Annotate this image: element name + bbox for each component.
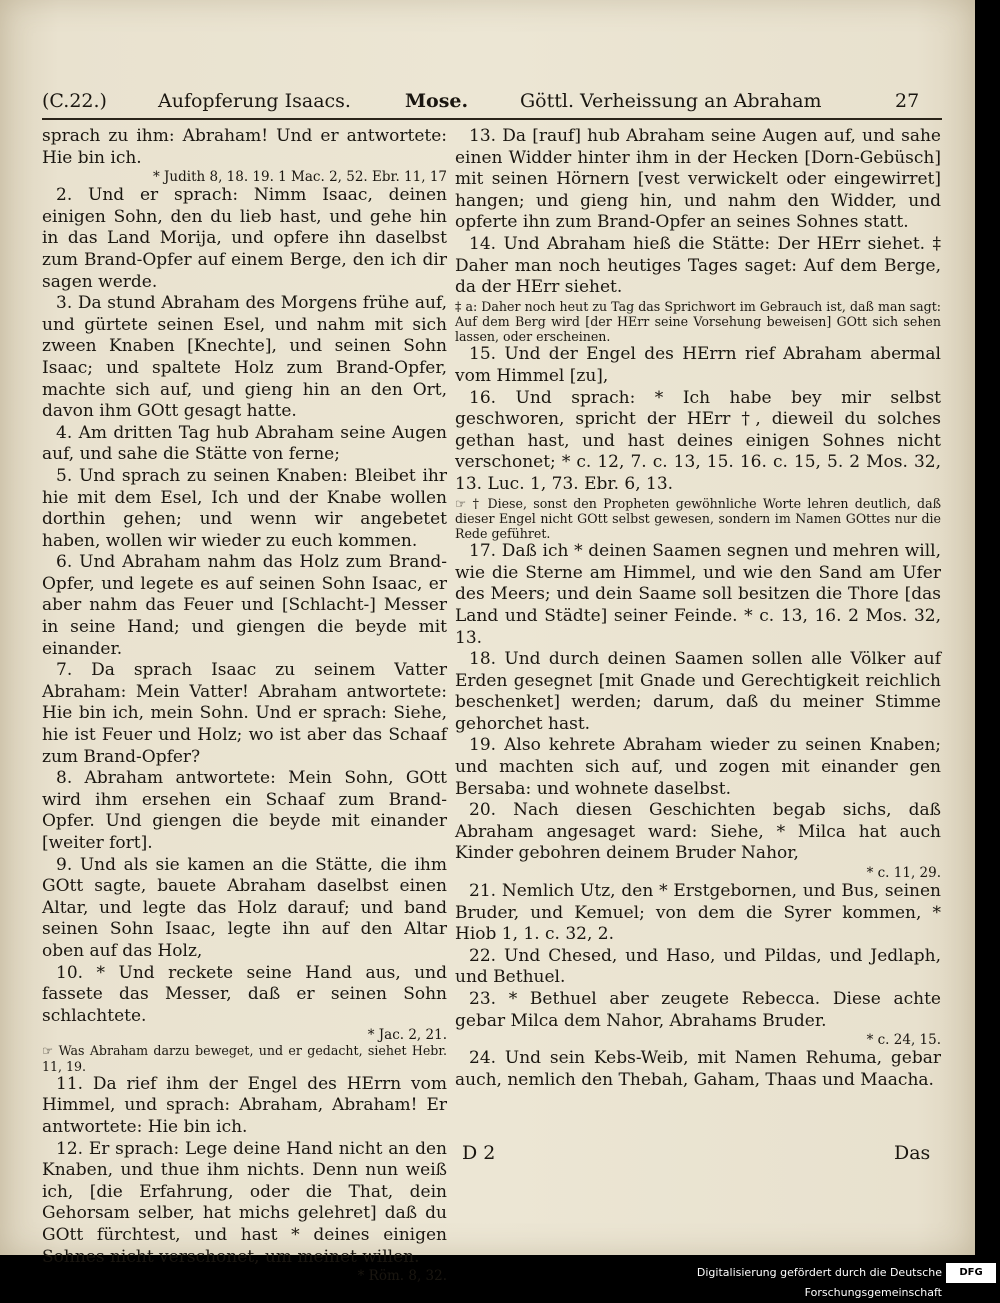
verse-paragraph: 10. * Und reckete seine Hand aus, und fassete das Messer, daß er seinen Sohn schlachtete. — [42, 962, 447, 1026]
verse-paragraph: 23. * Bethuel aber zeugete Rebecca. Diese achte gebar Milca dem Nahor, Abrahams Bruder. — [455, 989, 941, 1031]
left-text-column — [42, 126, 447, 1284]
verse-paragraph: 19. Also kehrete Abraham wieder zu seinen Knaben; und machten sich auf, und zogen mit einander gen Bersaba: und wohnete daselbst. — [455, 735, 941, 799]
verse-paragraph: sprach zu ihm: Abraham! Und er antwortete: Hie bin ich. — [42, 126, 447, 168]
cross-reference: * Röm. 8, 32. — [357, 1268, 447, 1285]
verse-paragraph: 18. Und durch deinen Saamen sollen alle Völker auf Erden gesegnet [mit Gnade und Gerechtigkeit reichlich beschenket] werden; darum, daß du meiner Stimme gehorchet hast. — [455, 649, 941, 734]
signature-mark: D 2 — [462, 1142, 496, 1164]
catchword: Das — [894, 1142, 931, 1164]
verse-paragraph: 11. Da rief ihm der Engel des HErrn vom Himmel, und sprach: Abraham, Abraham! Er antwortete: Hie bin ich. — [42, 1073, 447, 1137]
footnote: ‡ a: Daher noch heut zu Tag das Sprichwort im Gebrauch ist, daß man sagt: Auf dem Berg wird [der HErr seine Vorsehung beweisen] GOtt sich sehen lassen, oder erscheinen. — [455, 298, 941, 345]
verse-paragraph: 22. Und Chesed, und Haso, und Pildas, und Jedlaph, und Bethuel. — [455, 945, 941, 988]
verse-paragraph: 8. Abraham antwortete: Mein Sohn, GOtt wird ihm ersehen ein Schaaf zum Brand-Opfer. Und giengen die beyde mit einander [weiter fort]. — [42, 768, 447, 853]
footnote: ☞ † Diese, sonst den Propheten gewöhnliche Worte lehren deutlich, daß dieser Engel nicht GOtt selbst gewesen, sondern im Namen GOttes nur die Rede geführet. — [455, 495, 941, 541]
dfg-logo: DFG — [946, 1263, 996, 1283]
verse-paragraph: 2. Und er sprach: Nimm Isaac, deinen einigen Sohn, den du lieb hast, und gehe hin in das Land Morija, und opfere ihn daselbst zum Brand-Opfer auf einem Berge, den ich dir sagen werde. — [42, 185, 447, 292]
verse-paragraph: 21. Nemlich Utz, den * Erstgebornen, und Bus, seinen Bruder, und Kemuel; von dem die Syrer kommen, * Hiob 1, 1. c. 32, 2. — [455, 881, 941, 945]
verse-paragraph: 24. Und sein Kebs-Weib, mit Namen Rehuma, gebar auch, nemlich den Thebah, Gaham, Thaas und Maacha. — [455, 1048, 941, 1090]
verse-paragraph: 13. Da [rauf] hub Abraham seine Augen auf, und sahe einen Widder hinter ihm in der Hecken [Dorn-Gebüsch] mit seinen Hörnern [vest verwickelt oder eingewirret] hangen; und gieng hin, und nahm den Widder, und opferte ihn zum Brand-Opfer an seines Sohnes statt. — [455, 126, 941, 233]
left-running-title: Aufopferung Isaacs. — [158, 90, 351, 112]
verse-paragraph: 12. Er sprach: Lege deine Hand nicht an den Knaben, und thue ihm nichts. Denn nun weiß ich, [die Erfahrung, oder die That, dein Gehorsam selber, hat michs gelehret] daß du GOtt fürchtest, und hast * deines einigen Sohnes nicht verschonet, um meinet willen. — [42, 1138, 447, 1267]
chapter-marker: (C.22.) — [42, 90, 107, 112]
digitization-credit: Digitalisierung gefördert durch die Deutsche Forschungsgemeinschaft — [696, 1266, 942, 1299]
footnote: ☞ Was Abraham darzu beweget, und er gedacht, siehet Hebr. 11, 19. — [42, 1043, 447, 1074]
cross-reference: * Judith 8, 18. 19. 1 Mac. 2, 52. Ebr. 11, 17 — [152, 169, 447, 186]
right-running-title: Göttl. Verheissung an Abraham — [520, 90, 822, 112]
verse-paragraph: 14. Und Abraham hieß die Stätte: Der HErr siehet. ‡ Daher man noch heutiges Tages saget: Auf dem Berge, da der HErr siehet. — [455, 233, 941, 298]
verse-paragraph: 15. Und der Engel des HErrn rief Abraham abermal vom Himmel [zu], — [455, 344, 941, 386]
verse-paragraph: 4. Am dritten Tag hub Abraham seine Augen auf, und sahe die Stätte von ferne; — [42, 422, 447, 465]
cross-reference: * c. 24, 15. — [866, 1032, 941, 1049]
page-number: 27 — [895, 90, 920, 112]
cross-reference: * Jac. 2, 21. — [367, 1027, 447, 1044]
verse-paragraph: 6. Und Abraham nahm das Holz zum Brand-Opfer, und legete es auf seinen Sohn Isaac, er aber nahm das Feuer und [Schlacht-] Messer in seine Hand; und giengen die beyde mit einander. — [42, 552, 447, 659]
right-text-column — [455, 126, 941, 1091]
book-title: Mose. — [405, 90, 469, 112]
header-rule — [42, 118, 942, 120]
verse-paragraph: 5. Und sprach zu seinen Knaben: Bleibet ihr hie mit dem Esel, Ich und der Knabe wollen dorthin gehen; und wenn wir angebetet haben, wollen wir wieder zu euch kommen. — [42, 465, 447, 551]
verse-paragraph: 17. Daß ich * deinen Saamen segnen und mehren will, wie die Sterne am Himmel, und wie den Sand am Ufer des Meers; und dein Saame soll besitzen die Thore [das Land und Städte] seiner Feinde. * c. 13, 16. 2 Mos. 32, 13. — [455, 541, 941, 648]
verse-paragraph: 16. Und sprach: * Ich habe bey mir selbst geschworen, spricht der HErr †, dieweil du solches gethan hast, und hast deines einigen Sohnes nicht verschonet; * c. 12, 7. c. 13, 15. 16. c. 15, 5. 2 Mos. 32, 13. Luc. 1, 73. Ebr. 6, 13. — [455, 387, 941, 494]
cross-reference: * c. 11, 29. — [866, 865, 941, 882]
verse-paragraph: 3. Da stund Abraham des Morgens frühe auf, und gürtete seinen Esel, und nahm mit sich zween Knaben [Knechte], und seinen Sohn Isaac; und spaltete Holz zum Brand-Opfer, machte sich auf, und gieng hin an den Ort, davon ihm GOtt gesagt hatte. — [42, 293, 447, 422]
verse-paragraph: 20. Nach diesen Geschichten begab sichs, daß Abraham angesaget ward: Siehe, * Milca hat auch Kinder gebohren deinem Bruder Nahor, — [455, 800, 941, 864]
verse-paragraph: 9. Und als sie kamen an die Stätte, die ihm GOtt sagte, bauete Abraham daselbst einen Altar, und legte das Holz darauf; und band seinen Sohn Isaac, legte ihn auf den Altar oben auf das Holz, — [42, 854, 447, 961]
verse-paragraph: 7. Da sprach Isaac zu seinem Vatter Abraham: Mein Vatter! Abraham antwortete: Hie bin ich, mein Sohn. Und er sprach: Siehe, hie ist Feuer und Holz; wo ist aber das Schaaf zum Brand-Opfer? — [42, 660, 447, 767]
